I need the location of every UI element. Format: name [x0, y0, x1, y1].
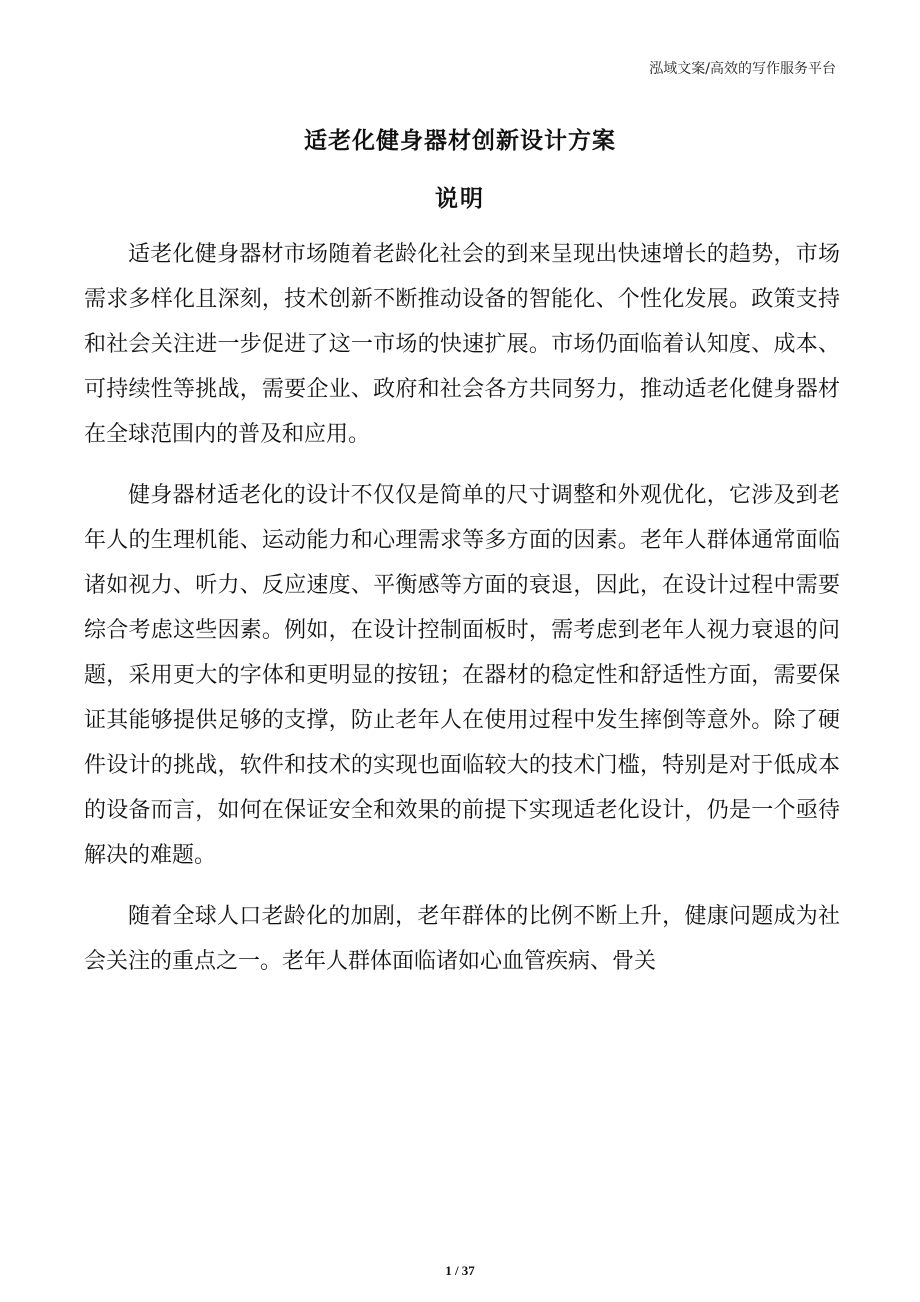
paragraph-1: 适老化健身器材市场随着老龄化社会的到来呈现出快速增长的趋势，市场需求多样化且深刻，技术创新不断推动设备的智能化、个性化发展。政策支持和社会关注进一步促进了这一市场的快速扩展。市场仍面临着认知度、成本、可持续性等挑战，需要企业、政府和社会各方共同努力，推动适老化健身器材在全球范围内的普及和应用。	[84, 242, 840, 447]
paragraph-3: 随着全球人口老龄化的加剧，老年群体的比例不断上升，健康问题成为社会关注的重点之一。老年人群体面临诸如心血管疾病、骨关	[84, 904, 840, 974]
document-title: 适老化健身器材创新设计方案	[304, 128, 616, 154]
header-brand-text: 泓域文案/高效的写作服务平台	[649, 61, 836, 77]
page-number: 1 / 37	[445, 1263, 475, 1278]
document-body	[84, 232, 840, 1000]
paragraph-2: 健身器材适老化的设计不仅仅是简单的尺寸调整和外观优化，它涉及到老年人的生理机能、运动能力和心理需求等多方面的因素。老年人群体通常面临诸如视力、听力、反应速度、平衡感等方面的衰退，因此，在设计过程中需要综合考虑这些因素。例如，在设计控制面板时，需考虑到老年人视力衰退的问题，采用更大的字体和更明显的按钮；在器材的稳定性和舒适性方面，需要保证其能够提供足够的支撑，防止老年人在使用过程中发生摔倒等意外。除了硬件设计的挑战，软件和技术的实现也面临较大的技术门槛，特别是对于低成本的设备而言，如何在保证安全和效果的前提下实现适老化设计，仍是一个亟待解决的难题。	[84, 483, 840, 868]
section-title: 说明	[435, 186, 485, 212]
